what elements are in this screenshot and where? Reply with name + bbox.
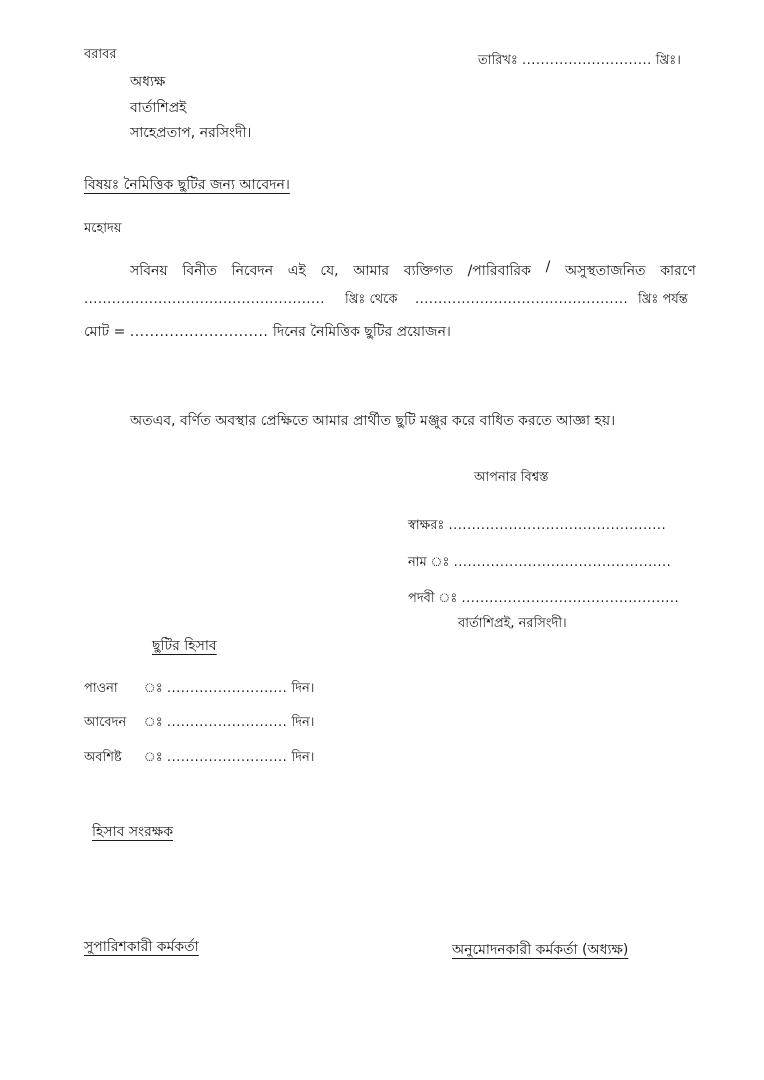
leave-row-unit: দিন।	[291, 715, 315, 730]
body-word: নিবেদন	[231, 263, 274, 279]
leave-row-applied	[84, 716, 314, 730]
name-line	[408, 556, 671, 570]
date-line	[478, 54, 681, 68]
leave-row-unit: দিন।	[291, 750, 315, 765]
leave-row-unit: দিন।	[291, 681, 315, 696]
signature-org: বার্তাশিপ্রই, নরসিংদী।	[458, 616, 567, 631]
body-line-1	[130, 259, 696, 283]
from-date-suffix: খ্রিঃ থেকে	[345, 292, 398, 307]
name-blank: ...............................................	[453, 555, 672, 570]
leave-account-title: ছুটির হিসাব	[152, 638, 217, 654]
from-date-blank: ....................................................	[84, 292, 325, 307]
leave-row-label: অবশিষ্ট	[84, 750, 122, 765]
leave-row-blank: ..........................	[166, 715, 288, 730]
recipient-institution: বার্তাশিপ্রই	[130, 100, 187, 116]
name-label: নাম ঃ	[408, 555, 450, 570]
leave-row-blank: ..........................	[166, 750, 288, 765]
leave-row-label: আবেদন	[84, 715, 127, 730]
approving-officer: অনুমোদনকারী কর্মকর্তা (অধ্যক্ষ)	[452, 942, 629, 958]
body-word: আমার	[353, 263, 390, 279]
signature-label: স্বাক্ষরঃ	[408, 518, 445, 533]
body-word: এই	[287, 263, 306, 279]
recipient-designation: অধ্যক্ষ	[130, 74, 166, 90]
to-label: বরাবর	[84, 47, 117, 62]
body-word: কারণে	[660, 263, 696, 279]
date-label: তারিখঃ	[478, 53, 518, 68]
to-date-blank: ..............................................	[415, 292, 629, 307]
post-blank: ...............................................	[461, 591, 680, 606]
body-word: ব্যক্তিগত	[403, 263, 453, 279]
subject-line: বিষয়ঃ নৈমিত্তিক ছুটির জন্য আবেদন।	[84, 177, 290, 193]
body-word: অসুস্থতাজনিত	[564, 263, 646, 279]
leave-row-due	[84, 682, 314, 696]
leave-row-label: পাওনা	[84, 681, 118, 696]
body-word: যে,	[320, 263, 339, 279]
total-blank: ............................	[129, 324, 269, 340]
total-days-line	[84, 325, 451, 340]
leave-row-blank: ..........................	[166, 681, 288, 696]
to-date-suffix: খ্রিঃ পর্যন্ত	[638, 292, 688, 307]
account-keeper: হিসাব সংরক্ষক	[92, 824, 174, 840]
total-label: মোট =	[84, 324, 126, 340]
closing-text: আপনার বিশ্বস্ত	[474, 470, 549, 485]
post-line	[408, 592, 679, 606]
signature-blank: ...............................................	[448, 518, 667, 533]
body-word: /পারিবারিক	[467, 263, 531, 279]
date-blank: ............................	[522, 53, 652, 68]
post-label: পদবী ঃ	[408, 591, 458, 606]
total-suffix: দিনের নৈমিত্তিক ছুটির প্রয়োজন।	[272, 324, 451, 340]
request-paragraph: অতএব, বর্ণিত অবস্থার প্রেক্ষিতে আমার প্রার্থীত ছুটি মঞ্জুর করে বাধিত করতে আজ্ঞা হয়।	[130, 413, 616, 429]
recipient-address: সাহেপ্রতাপ, নরসিংদী।	[130, 125, 252, 141]
salutation: মহোদয়	[84, 221, 122, 236]
signature-line	[408, 519, 666, 533]
leave-row-remaining	[84, 751, 314, 765]
body-word: সবিনয়	[130, 263, 168, 279]
recommending-officer: সুপারিশকারী কর্মকর্তা	[84, 939, 199, 955]
date-suffix: খ্রিঃ।	[655, 53, 681, 68]
body-word: বিনীত	[182, 263, 217, 279]
body-word: /	[545, 259, 551, 275]
